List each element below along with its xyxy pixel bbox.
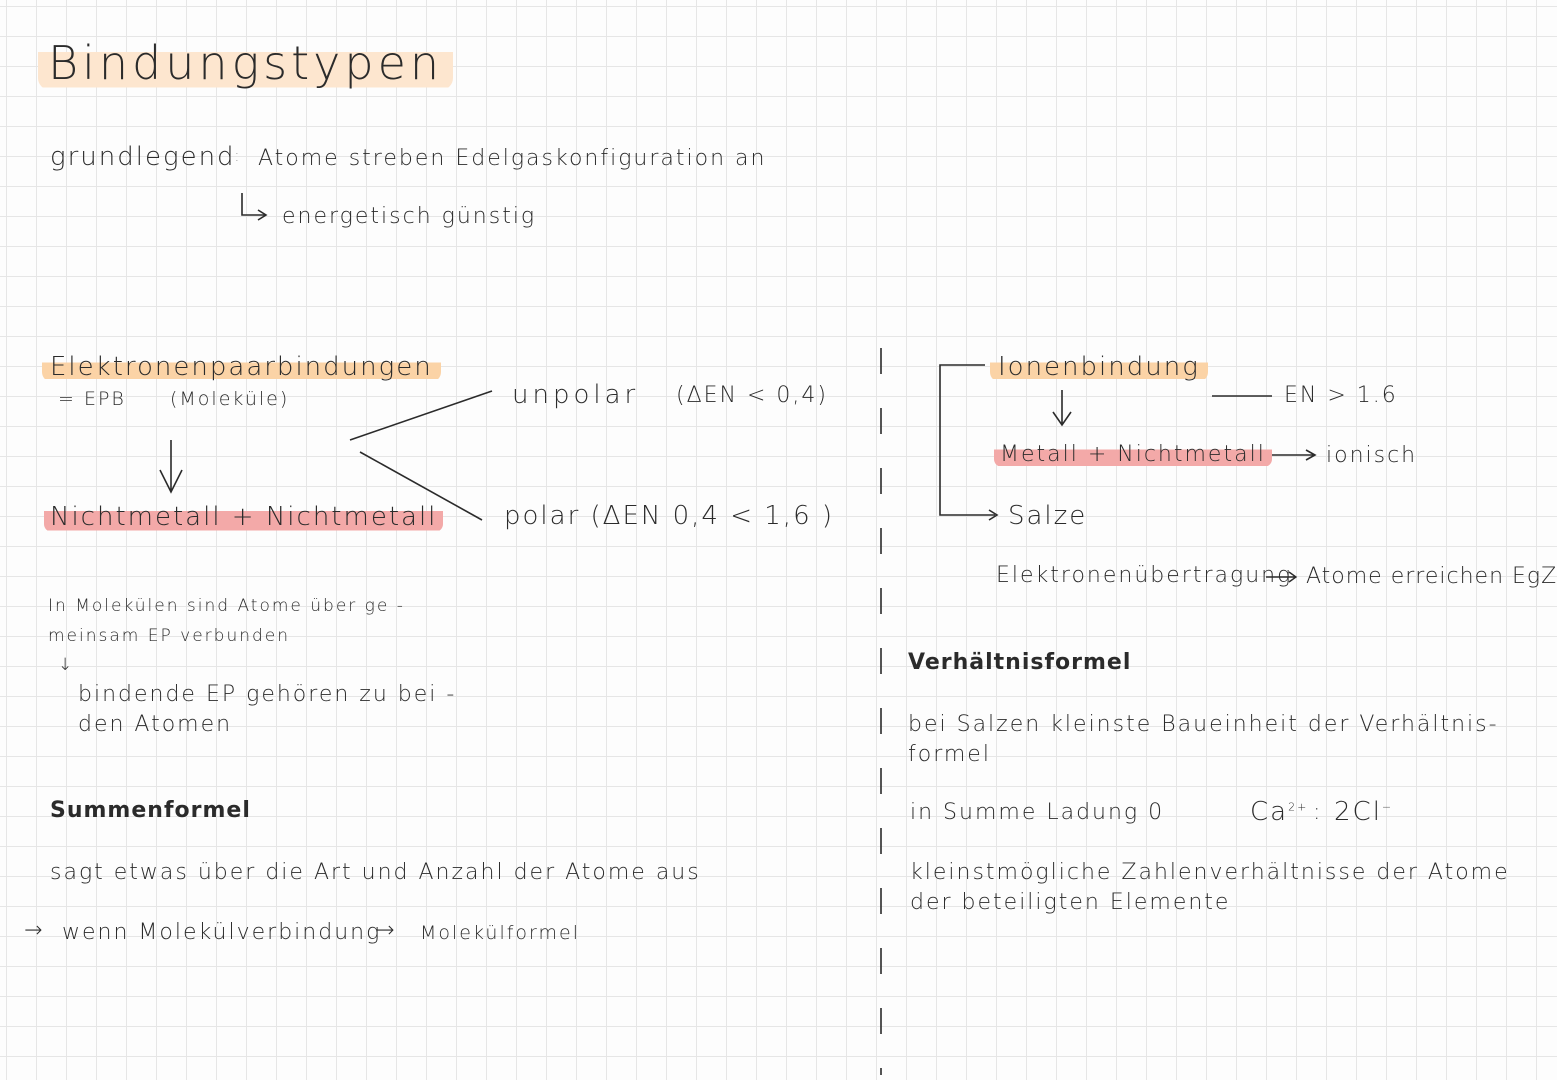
- chloride-ion: [1334, 797, 1393, 827]
- chloride-symbol: 2Cl: [1334, 797, 1382, 827]
- chloride-charge: −: [1381, 800, 1394, 814]
- branch-unpolar: [350, 391, 492, 440]
- ionen-heading-text: Ionenbindung: [990, 352, 1208, 382]
- summenformel-result: Molekülformel: [420, 922, 580, 944]
- summenformel-arrow2: →: [376, 918, 397, 943]
- epb-down-arrow: [160, 440, 182, 492]
- unpolar-condition: (ΔEN < 0,4): [676, 383, 828, 408]
- ionen-transfer: Elektronenübertragung: [996, 563, 1293, 588]
- ionen-partners: [994, 442, 1272, 467]
- ionen-bracket: [940, 365, 995, 515]
- epb-heading: [42, 352, 441, 382]
- intro-text: Atome streben Edelgaskonfiguration an: [258, 146, 767, 171]
- summenformel-text: sagt etwas über die Art und Anzahl der Atome aus: [50, 860, 701, 885]
- verhaeltnis-line1: bei Salzen kleinste Baueinheit der Verhältnis-: [908, 712, 1499, 737]
- epb-desc-line3: bindende EP gehören zu bei -: [78, 682, 457, 707]
- ratio-separator: :: [1313, 800, 1323, 825]
- ionen-en: EN > 1.6: [1284, 383, 1398, 408]
- intro-label: grundlegend: [50, 142, 236, 172]
- epb-partners-text: Nichtmetall + Nichtmetall: [44, 502, 443, 532]
- intro-separator: :: [234, 146, 242, 166]
- calcium-charge: 2+: [1288, 800, 1309, 814]
- ionen-transfer-result: Atome erreichen EgZ: [1306, 564, 1557, 589]
- epb-desc-line2: meinsam EP verbunden: [48, 626, 291, 646]
- ionen-salze: Salze: [1008, 501, 1088, 531]
- epb-desc-arrow: ↓: [58, 655, 75, 675]
- epb-note: (Moleküle): [170, 388, 290, 410]
- intro-sub: energetisch günstig: [282, 204, 537, 229]
- polar-label: polar (ΔEN 0,4 < 1,6 ): [504, 501, 835, 531]
- verhaeltnis-charge-text: in Summe Ladung 0: [910, 800, 1165, 825]
- summenformel-heading: Summenformel: [50, 798, 251, 823]
- epb-abbr: = EPB: [58, 388, 126, 410]
- ionen-heading: [990, 352, 1208, 382]
- calcium-ion: [1250, 797, 1308, 827]
- ionen-down-arrow: [1053, 390, 1071, 425]
- verhaeltnis-line3: kleinstmögliche Zahlenverhältnisse der Atome: [910, 860, 1510, 885]
- epb-heading-text: Elektronenpaarbindungen: [42, 352, 441, 382]
- epb-desc-line4: den Atomen: [78, 712, 233, 737]
- verhaeltnis-heading: Verhältnisformel: [908, 650, 1132, 675]
- ionen-ionisch: ionisch: [1326, 443, 1418, 468]
- page-title-text: Bindungstypen: [38, 36, 453, 90]
- epb-desc-line1: In Molekülen sind Atome über ge -: [48, 596, 405, 616]
- verhaeltnis-line2: formel: [908, 742, 991, 767]
- page-title: [38, 36, 453, 90]
- unpolar-label: unpolar: [512, 380, 640, 410]
- calcium-symbol: Ca: [1250, 797, 1289, 827]
- summenformel-arrow1: →: [24, 918, 45, 943]
- epb-partners: [44, 502, 443, 532]
- verhaeltnis-line4: der beteiligten Elemente: [910, 890, 1231, 915]
- ionen-partners-text: Metall + Nichtmetall: [994, 442, 1272, 467]
- summenformel-wenn: wenn Molekülverbindung: [62, 920, 382, 945]
